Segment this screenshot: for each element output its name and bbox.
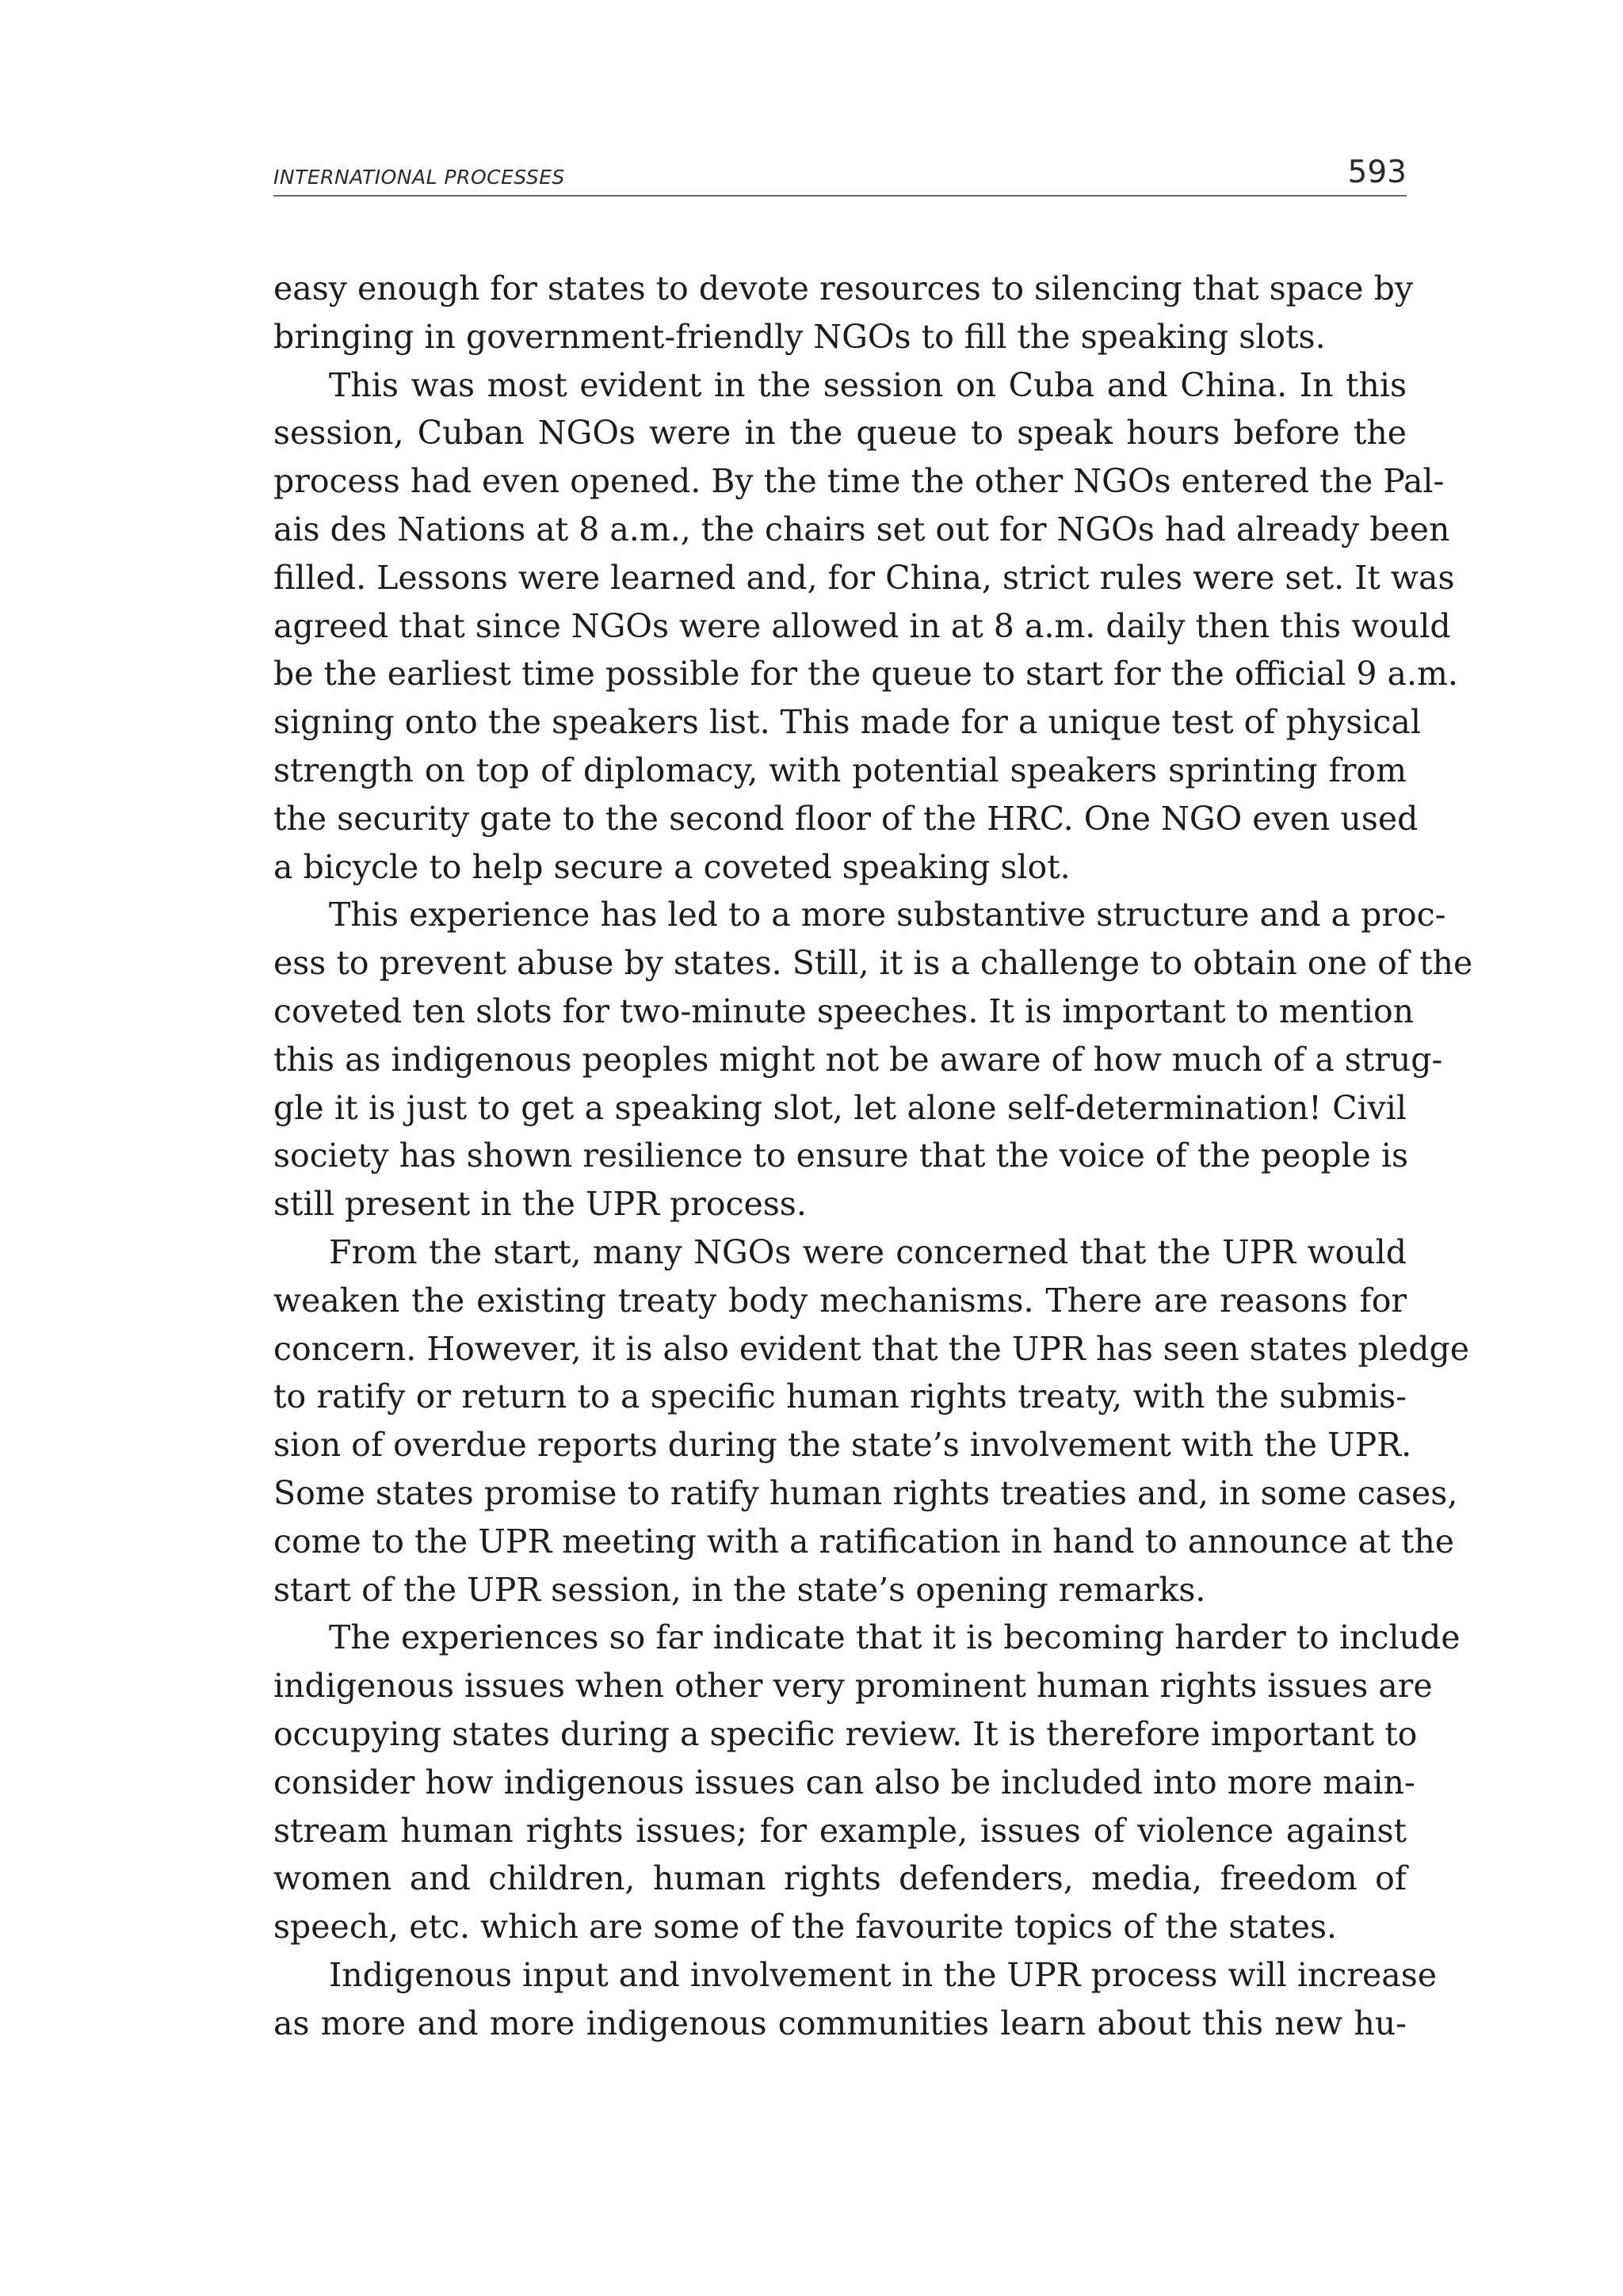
text-line: occupying states during a specific review. It is therefore important to xyxy=(273,1714,1418,1753)
text-line: strength on top of diplomacy, with potential speakers sprinting from xyxy=(273,751,1407,789)
text-line: to ratify or return to a specific human rights treaty, with the submis- xyxy=(273,1377,1407,1416)
text-line: come to the UPR meeting with a ratification in hand to announce at the xyxy=(273,1522,1454,1561)
text-line: ess to prevent abuse by states. Still, it is a challenge to obtain one of the xyxy=(273,944,1473,983)
text-line: speech, etc. which are some of the favourite topics of the states. xyxy=(273,1908,1338,1946)
running-header xyxy=(273,149,1407,197)
text-line: session, Cuban NGOs were in the queue to speak hours before the xyxy=(273,414,1407,453)
text-line: a bicycle to help secure a coveted speaking slot. xyxy=(273,847,1071,886)
text-line: society has shown resilience to ensure that the voice of the people is xyxy=(273,1137,1408,1175)
text-line: the security gate to the second floor of the HRC. One NGO even used xyxy=(273,799,1419,838)
text-line: stream human rights issues; for example, issues of violence against xyxy=(273,1811,1407,1850)
text-line: This experience has led to a more substantive structure and a proc- xyxy=(329,896,1446,934)
text-line: process had even opened. By the time the other NGOs entered the Pal- xyxy=(273,462,1445,501)
text-line: start of the UPR session, in the state’s opening remarks. xyxy=(273,1570,1206,1609)
body-text xyxy=(273,265,1473,2047)
text-line: This was most evident in the session on Cuba and China. In this xyxy=(329,365,1407,404)
text-line: indigenous issues when other very prominent human rights issues are xyxy=(273,1667,1433,1706)
text-line: Some states promise to ratify human rights treaties and, in some cases, xyxy=(273,1473,1458,1512)
running-title: INTERNATIONAL PROCESSES xyxy=(273,166,565,189)
text-line: filled. Lessons were learned and, for China, strict rules were set. It was xyxy=(273,558,1455,597)
text-line: still present in the UPR process. xyxy=(273,1185,807,1224)
text-line: coveted ten slots for two-minute speeches. It is important to mention xyxy=(273,991,1415,1030)
page-number: 593 xyxy=(1347,155,1407,190)
text-line: as more and more indigenous communities learn about this new hu- xyxy=(273,2004,1407,2042)
text-line: easy enough for states to devote resources to silencing that space by xyxy=(273,269,1413,308)
text-line: Indigenous input and involvement in the UPR process will increase xyxy=(329,1955,1438,1994)
text-line: consider how indigenous issues can also be included into more main- xyxy=(273,1763,1415,1801)
text-line: From the start, many NGOs were concerned that the UPR would xyxy=(329,1232,1407,1271)
text-line: sion of overdue reports during the state’s involvement with the UPR. xyxy=(273,1426,1412,1465)
text-line: gle it is just to get a speaking slot, let alone self-determination! Civil xyxy=(273,1088,1407,1127)
text-line: weaken the existing treaty body mechanisms. There are reasons for xyxy=(273,1281,1407,1320)
text-line: signing onto the speakers list. This made for a unique test of physical xyxy=(273,703,1421,742)
text-line: The experiences so far indicate that it is becoming harder to include xyxy=(329,1618,1461,1657)
text-line: this as indigenous peoples might not be aware of how much of a strug- xyxy=(273,1040,1443,1079)
text-line: be the earliest time possible for the queue to start for the official 9 a.m. xyxy=(273,655,1458,693)
text-line: agreed that since NGOs were allowed in at 8 a.m. daily then this would xyxy=(273,606,1451,645)
text-line: ais des Nations at 8 a.m., the chairs set out for NGOs had already been xyxy=(273,510,1450,548)
text-line: women and children, human rights defenders, media, freedom of xyxy=(273,1859,1407,1898)
text-line: bringing in government-friendly NGOs to fill the speaking slots. xyxy=(273,317,1326,356)
text-line: concern. However, it is also evident that the UPR has seen states pledge xyxy=(273,1329,1469,1368)
